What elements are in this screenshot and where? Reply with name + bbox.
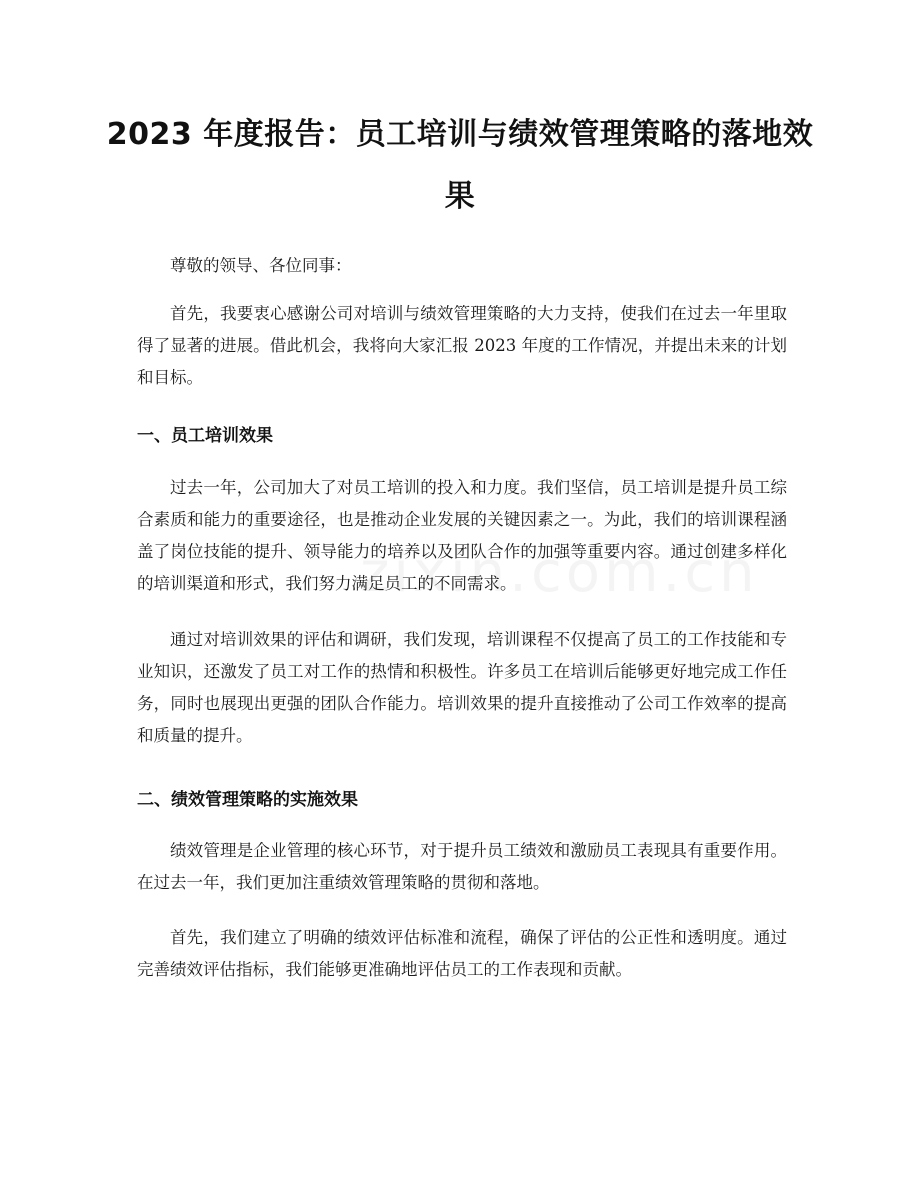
training-paragraph-1: 过去一年，公司加大了对员工培训的投入和力度。我们坚信，员工培训是提升员工综合素质和能力的重要途径，也是推动企业发展的关键因素之一。为此，我们的培训课程涵盖了岗位技能的提升、领导能力的培养以及团队合作的加强等重要内容。通过创建多样化的培训渠道和形式，我们努力满足员工的不同需求。 — [137, 478, 787, 593]
salutation: 尊敬的领导、各位同事： — [170, 256, 352, 275]
performance-paragraph-2: 首先，我们建立了明确的绩效评估标准和流程，确保了评估的公正性和透明度。通过完善绩效评估指标，我们能够更准确地评估员工的工作表现和贡献。 — [137, 928, 787, 979]
section-heading-performance: 二、绩效管理策略的实施效果 — [137, 790, 358, 810]
document-title: 2023 年度报告：员工培训与绩效管理策略的落地效果 — [106, 117, 814, 214]
training-paragraph-2: 通过对培训效果的评估和调研，我们发现，培训课程不仅提高了员工的工作技能和专业知识，还激发了员工对工作的热情和积极性。许多员工在培训后能够更好地完成工作任务，同时也展现出更强的团队合作能力。培训效果的提升直接推动了公司工作效率的提高和质量的提升。 — [137, 630, 787, 745]
section-heading-training: 一、员工培训效果 — [137, 426, 273, 446]
intro-paragraph: 首先，我要衷心感谢公司对培训与绩效管理策略的大力支持，使我们在过去一年里取得了显著的进展。借此机会，我将向大家汇报 2023 年度的工作情况，并提出未来的计划和目标。 — [137, 304, 787, 387]
performance-paragraph-1: 绩效管理是企业管理的核心环节，对于提升员工绩效和激励员工表现具有重要作用。在过去一年，我们更加注重绩效管理策略的贯彻和落地。 — [137, 841, 787, 892]
